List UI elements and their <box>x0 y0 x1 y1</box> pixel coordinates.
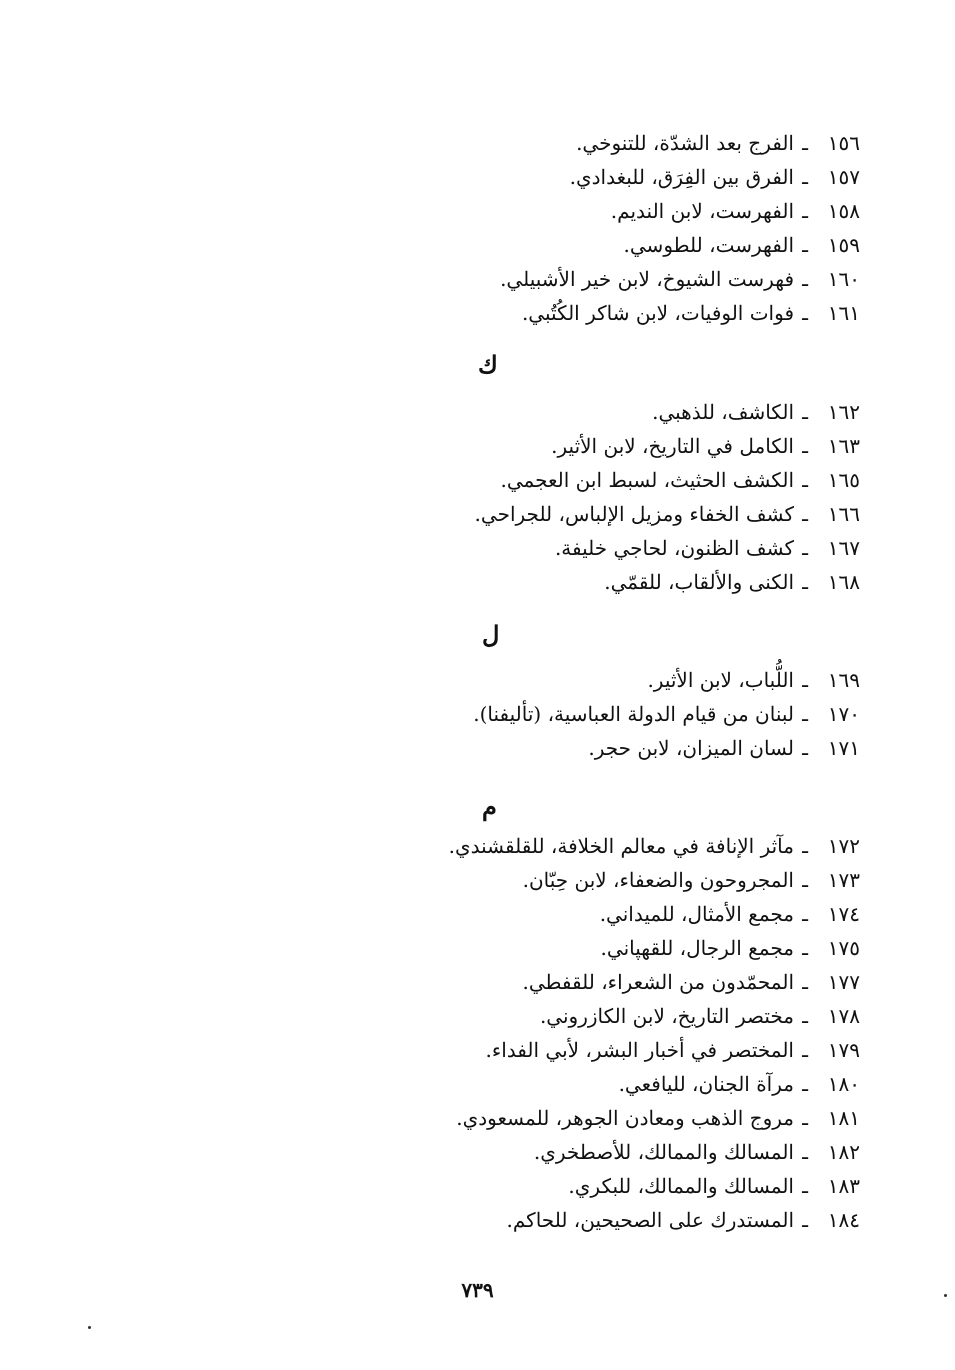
entry-dash: ـ <box>802 502 808 526</box>
entry-text: اللُّباب، لابن الأثير. <box>647 668 794 692</box>
entry-number: ١٧٢ <box>827 834 860 858</box>
list-item <box>440 228 860 262</box>
entry-dash: ـ <box>802 1174 808 1198</box>
list-item <box>400 1101 860 1135</box>
entry-dash: ـ <box>802 400 808 424</box>
entry-text: المحمّدون من الشعراء، للقفطي. <box>522 970 794 994</box>
list-item <box>400 1033 860 1067</box>
section-heading-mim: م <box>482 792 497 821</box>
entry-text: مروج الذهب ومعادن الجوهر، للمسعودي. <box>456 1106 794 1130</box>
list-item <box>440 663 860 697</box>
entry-dash: ـ <box>802 131 808 155</box>
entry-number: ١٧٠ <box>827 702 860 726</box>
list-item <box>400 863 860 897</box>
entry-text: مجمع الرجال، للقهپاني. <box>600 936 794 960</box>
entry-dash: ـ <box>802 1004 808 1028</box>
entry-number: ١٧١ <box>827 736 860 760</box>
entry-dash: ـ <box>802 936 808 960</box>
entry-text: لبنان من قيام الدولة العباسية، (تأليفنا). <box>473 702 794 726</box>
entry-dash: ـ <box>802 233 808 257</box>
entry-dash: ـ <box>802 1072 808 1096</box>
entry-number: ١٦٦ <box>827 502 860 526</box>
entry-text: مآثر الإنافة في معالم الخلافة، للقلقشندي. <box>448 834 794 858</box>
entry-number: ١٧٩ <box>827 1038 860 1062</box>
entry-text: المجروحون والضعفاء، لابن حِبّان. <box>522 868 794 892</box>
list-item <box>440 531 860 565</box>
entry-text: مختصر التاريخ، لابن الكازروني. <box>539 1004 794 1028</box>
scan-speck <box>944 1294 947 1297</box>
entry-dash: ـ <box>802 536 808 560</box>
entry-text: الفرق بين الفِرَق، للبغدادي. <box>569 165 794 189</box>
entry-text: مرآة الجنان، لليافعي. <box>618 1072 794 1096</box>
entry-text: فوات الوفيات، لابن شاكر الكُتُبي. <box>521 301 794 325</box>
entry-text: الكاشف، للذهبي. <box>652 400 794 424</box>
entry-dash: ـ <box>802 1208 808 1232</box>
entry-dash: ـ <box>802 468 808 492</box>
entry-dash: ـ <box>802 1106 808 1130</box>
list-item <box>440 296 860 330</box>
entry-dash: ـ <box>802 434 808 458</box>
section-heading-lam: ل <box>482 620 500 649</box>
entry-dash: ـ <box>802 702 808 726</box>
entry-number: ١٦١ <box>827 301 860 325</box>
list-item <box>440 262 860 296</box>
list-item <box>440 429 860 463</box>
entry-text: الكشف الحثيث، لسبط ابن العجمي. <box>500 468 794 492</box>
entry-text: الفهرست، لابن النديم. <box>610 199 794 223</box>
entry-text: مجمع الأمثال، للميداني. <box>599 902 794 926</box>
list-item <box>400 1135 860 1169</box>
list-item <box>440 194 860 228</box>
entry-number: ١٦٢ <box>827 400 860 424</box>
entry-text: المسالك والممالك، للأصطخري. <box>533 1140 794 1164</box>
entry-text: المسالك والممالك، للبكري. <box>568 1174 794 1198</box>
list-item <box>400 1067 860 1101</box>
list-item <box>440 697 860 731</box>
entry-dash: ـ <box>802 165 808 189</box>
list-item <box>440 395 860 429</box>
entry-text: الكامل في التاريخ، لابن الأثير. <box>551 434 794 458</box>
entry-number: ١٧٨ <box>827 1004 860 1028</box>
entry-dash: ـ <box>802 1140 808 1164</box>
list-item <box>400 1203 860 1237</box>
entry-text: الفرج بعد الشدّة، للتنوخي. <box>576 131 794 155</box>
entry-number: ١٧٤ <box>827 902 860 926</box>
entry-dash: ـ <box>802 301 808 325</box>
list-item <box>400 829 860 863</box>
entry-number: ١٦٩ <box>827 668 860 692</box>
entry-dash: ـ <box>802 868 808 892</box>
entry-number: ١٨١ <box>827 1106 860 1130</box>
entry-number: ١٥٨ <box>827 199 860 223</box>
entry-number: ١٧٧ <box>827 970 860 994</box>
entry-text: الكنى والألقاب، للقمّي. <box>604 570 794 594</box>
entry-number: ١٧٥ <box>827 936 860 960</box>
section-kaf <box>440 395 860 599</box>
entry-number: ١٨٣ <box>827 1174 860 1198</box>
entry-dash: ـ <box>802 1038 808 1062</box>
page-number: ٧٣٩ <box>461 1278 494 1302</box>
entry-number: ١٦٧ <box>827 536 860 560</box>
entry-dash: ـ <box>802 970 808 994</box>
entry-number: ١٨٢ <box>827 1140 860 1164</box>
entry-dash: ـ <box>802 668 808 692</box>
list-item <box>440 160 860 194</box>
entry-number: ١٨٠ <box>827 1072 860 1096</box>
section-fa <box>440 126 860 330</box>
entry-text: كشف الخفاء ومزيل الإلباس، للجراحي. <box>474 502 794 526</box>
list-item <box>440 463 860 497</box>
entry-text: لسان الميزان، لابن حجر. <box>588 736 794 760</box>
list-item <box>400 965 860 999</box>
entry-text: كشف الظنون، لحاجي خليفة. <box>554 536 794 560</box>
list-item <box>400 1169 860 1203</box>
entry-dash: ـ <box>802 834 808 858</box>
entry-dash: ـ <box>802 902 808 926</box>
entry-text: المستدرك على الصحيحين، للحاكم. <box>506 1208 794 1232</box>
list-item <box>400 897 860 931</box>
list-item <box>400 931 860 965</box>
list-item <box>400 999 860 1033</box>
entry-text: فهرست الشيوخ، لابن خير الأشبيلي. <box>500 267 794 291</box>
entry-text: المختصر في أخبار البشر، لأبي الفداء. <box>485 1038 794 1062</box>
list-item <box>440 731 860 765</box>
entry-number: ١٥٦ <box>827 131 860 155</box>
entry-dash: ـ <box>802 199 808 223</box>
entry-dash: ـ <box>802 267 808 291</box>
list-item <box>440 497 860 531</box>
entry-text: الفهرست، للطوسي. <box>623 233 794 257</box>
entry-number: ١٦٣ <box>827 434 860 458</box>
entry-number: ١٦٥ <box>827 468 860 492</box>
entry-dash: ـ <box>802 736 808 760</box>
entry-number: ١٨٤ <box>827 1208 860 1232</box>
section-mim <box>400 829 860 1237</box>
section-heading-kaf: ك <box>478 350 498 379</box>
scan-speck <box>88 1326 91 1329</box>
section-lam <box>440 663 860 765</box>
entry-number: ١٥٩ <box>827 233 860 257</box>
entry-number: ١٦٠ <box>827 267 860 291</box>
list-item <box>440 565 860 599</box>
list-item <box>440 126 860 160</box>
entry-number: ١٧٣ <box>827 868 860 892</box>
entry-number: ١٥٧ <box>827 165 860 189</box>
entry-dash: ـ <box>802 570 808 594</box>
entry-number: ١٦٨ <box>827 570 860 594</box>
